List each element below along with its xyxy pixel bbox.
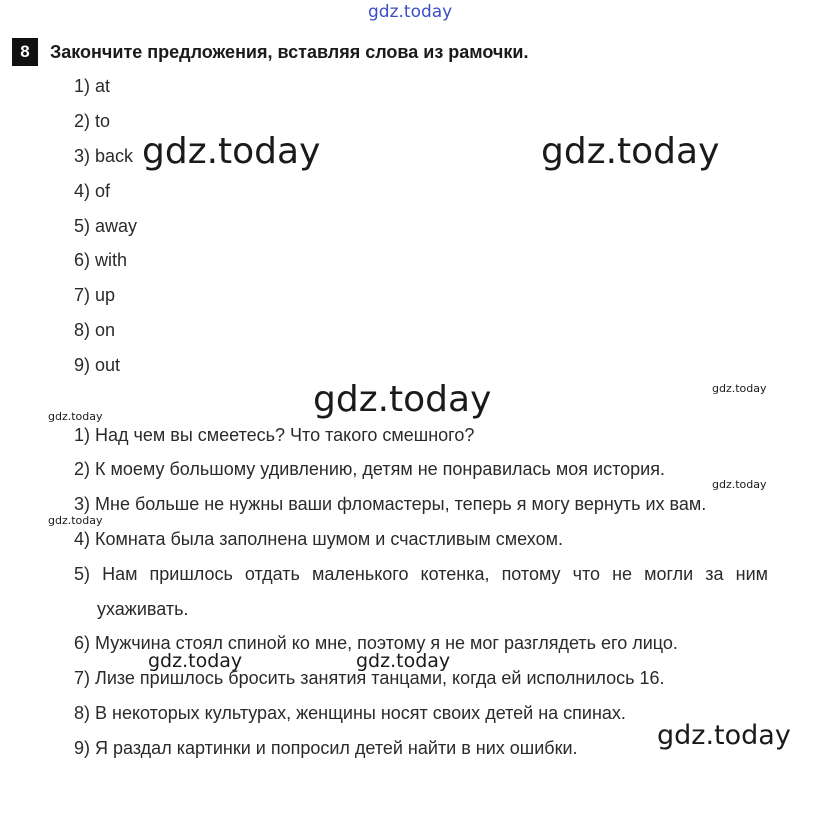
watermark-small: gdz.today (712, 478, 767, 491)
sentence-item: 3) Мне больше не нужны ваши фломастеры, теперь я могу вернуть их вам. (74, 494, 707, 514)
sentence-item: 1) Над чем вы смеетесь? Что такого смешного? (74, 425, 475, 445)
watermark-large: gdz.today (142, 131, 321, 172)
watermark-medium: gdz.today (148, 650, 243, 672)
sentence-item: 6) Мужчина стоял спиной ко мне, поэтому я не мог разглядеть его лицо. (74, 633, 678, 653)
answer-item: 1) at (74, 76, 111, 96)
answer-item: 9) out (74, 355, 121, 375)
sentence-item: 5) Нам пришлось отдать маленького котенка, потому что не могли за ним (74, 564, 768, 584)
watermark-small: gdz.today (712, 382, 767, 395)
sentence-continuation: ухаживать. (97, 599, 189, 619)
answer-item: 5) away (74, 216, 138, 236)
answer-item: 7) up (74, 285, 116, 305)
task-number-badge: 8 (12, 38, 38, 66)
watermark-medium: gdz.today (356, 650, 451, 672)
task-title: Закончите предложения, вставляя слова из рамочки. (50, 42, 529, 62)
answer-item: 8) on (74, 320, 116, 340)
answer-item: 4) of (74, 181, 111, 201)
watermark-small: gdz.today (48, 410, 103, 423)
sentence-item: 8) В некоторых культурах, женщины носят своих детей на спинах. (74, 703, 626, 723)
sentence-item: 2) К моему большому удивлению, детям не понравилась моя история. (74, 459, 665, 479)
sentence-item: 4) Комната была заполнена шумом и счастливым смехом. (74, 529, 563, 549)
answer-item: 3) back (74, 146, 134, 166)
watermark-large: gdz.today (657, 720, 791, 751)
watermark-top: gdz.today (368, 2, 453, 22)
watermark-small: gdz.today (48, 514, 103, 527)
sentence-item: 9) Я раздал картинки и попросил детей найти в них ошибки. (74, 738, 578, 758)
sentence-item: 7) Лизе пришлось бросить занятия танцами, когда ей исполнилось 16. (74, 668, 665, 688)
watermark-large: gdz.today (313, 379, 492, 420)
answer-item: 6) with (74, 250, 128, 270)
watermark-large: gdz.today (541, 131, 720, 172)
answer-item: 2) to (74, 111, 111, 131)
